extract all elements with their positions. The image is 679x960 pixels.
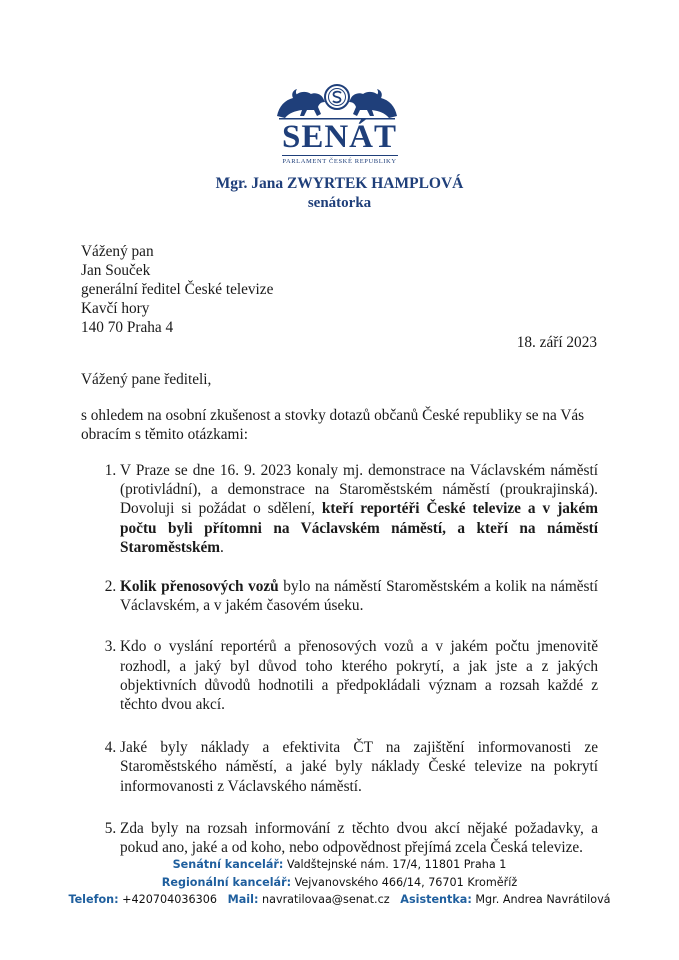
footer-mail-label: Mail: [227,893,259,906]
footer-assistant-label: Asistentka: [400,893,472,906]
footer-assistant-value: Mgr. Andrea Navrátilová [471,893,611,906]
footer-office-value: Valdštejnské nám. 17/4, 11801 Praha 1 [283,858,507,871]
footer-phone-value: +420704036306 [118,893,228,906]
list-item: 4. Jaké byly náklady a efektivita ČT na zajištění informovanosti ze Staroměstského náměstí, a jaké byly náklady České televize na pokrytí informovanosti z Václavského náměstí. [120,738,598,796]
footer-mail-value[interactable]: navratilovaa@senat.cz [258,893,401,906]
recipient-line: Vážený pan [81,243,154,260]
letter-date: 18. září 2023 [516,334,597,351]
recipient-line: 140 70 Praha 4 [81,319,174,336]
footer-regional [0,874,679,892]
recipient-line: Jan Souček [81,262,151,279]
salutation: Vážený pane řediteli, [81,371,212,388]
sender-name: Mgr. Jana ZWYRTEK HAMPLOVÁ [215,175,464,192]
list-item: 3. Kdo o vyslání reportérů a přenosových vozů a v jakém počtu jmenovitě rozhodl, a jaký byl důvod toho kterého pokrytí, a jak jste a z jakých objektivních důvodů hodnotili a předpokládali význam a rozsah každé z těchto dvou akcí. [120,637,598,714]
list-item: 2. Kolik přenosových vozů bylo na náměstí Staroměstském a kolik na náměstí Václavském, a v jakém časovém úseku. [120,577,598,615]
footer-regional-label: Regionální kancelář: [161,876,292,889]
footer-regional-value: Vejvanovského 466/14, 76701 Kroměříž [291,876,518,889]
recipient-line: Kavčí hory [81,300,150,317]
intro-paragraph: s ohledem na osobní zkušenost a stovky dotazů občanů České republiky se na Vás obracím s těmito otázkami: [81,407,585,443]
list-item: 5. Zda byly na rozsah informování z těchto dvou akcí nějaké požadavky, a pokud ano, jaké a od koho, nebo odpovědnost přejímá zcela Česká televize. [120,819,598,857]
recipient-line: generální ředitel České televize [81,281,274,298]
questions-list [81,461,598,874]
footer-phone-label: Telefon: [68,893,119,906]
footer-office [0,856,679,874]
sender-role: senátorka [307,195,372,211]
recipient-address [81,242,273,337]
senate-wordmark: SENÁT [281,119,398,155]
senate-subtitle: PARLAMENT ČESKÉ REPUBLIKY [282,158,397,165]
footer-contacts [0,891,679,909]
wordmark-divider [282,155,398,156]
senate-lions-emblem-icon [271,80,403,122]
list-item: 1. V Praze se dne 16. 9. 2023 konaly mj. demonstrace na Václavském náměstí (protivládní), a demonstrace na Staroměstském náměstí (proukrajinská). Dovoluji si požádat o sdělení, kteří reportéři České televize a v jakém počtu byli přítomni na Václavském náměstí, a kteří na náměstí Staroměstském. [120,461,598,557]
footer-office-label: Senátní kancelář: [172,858,284,871]
